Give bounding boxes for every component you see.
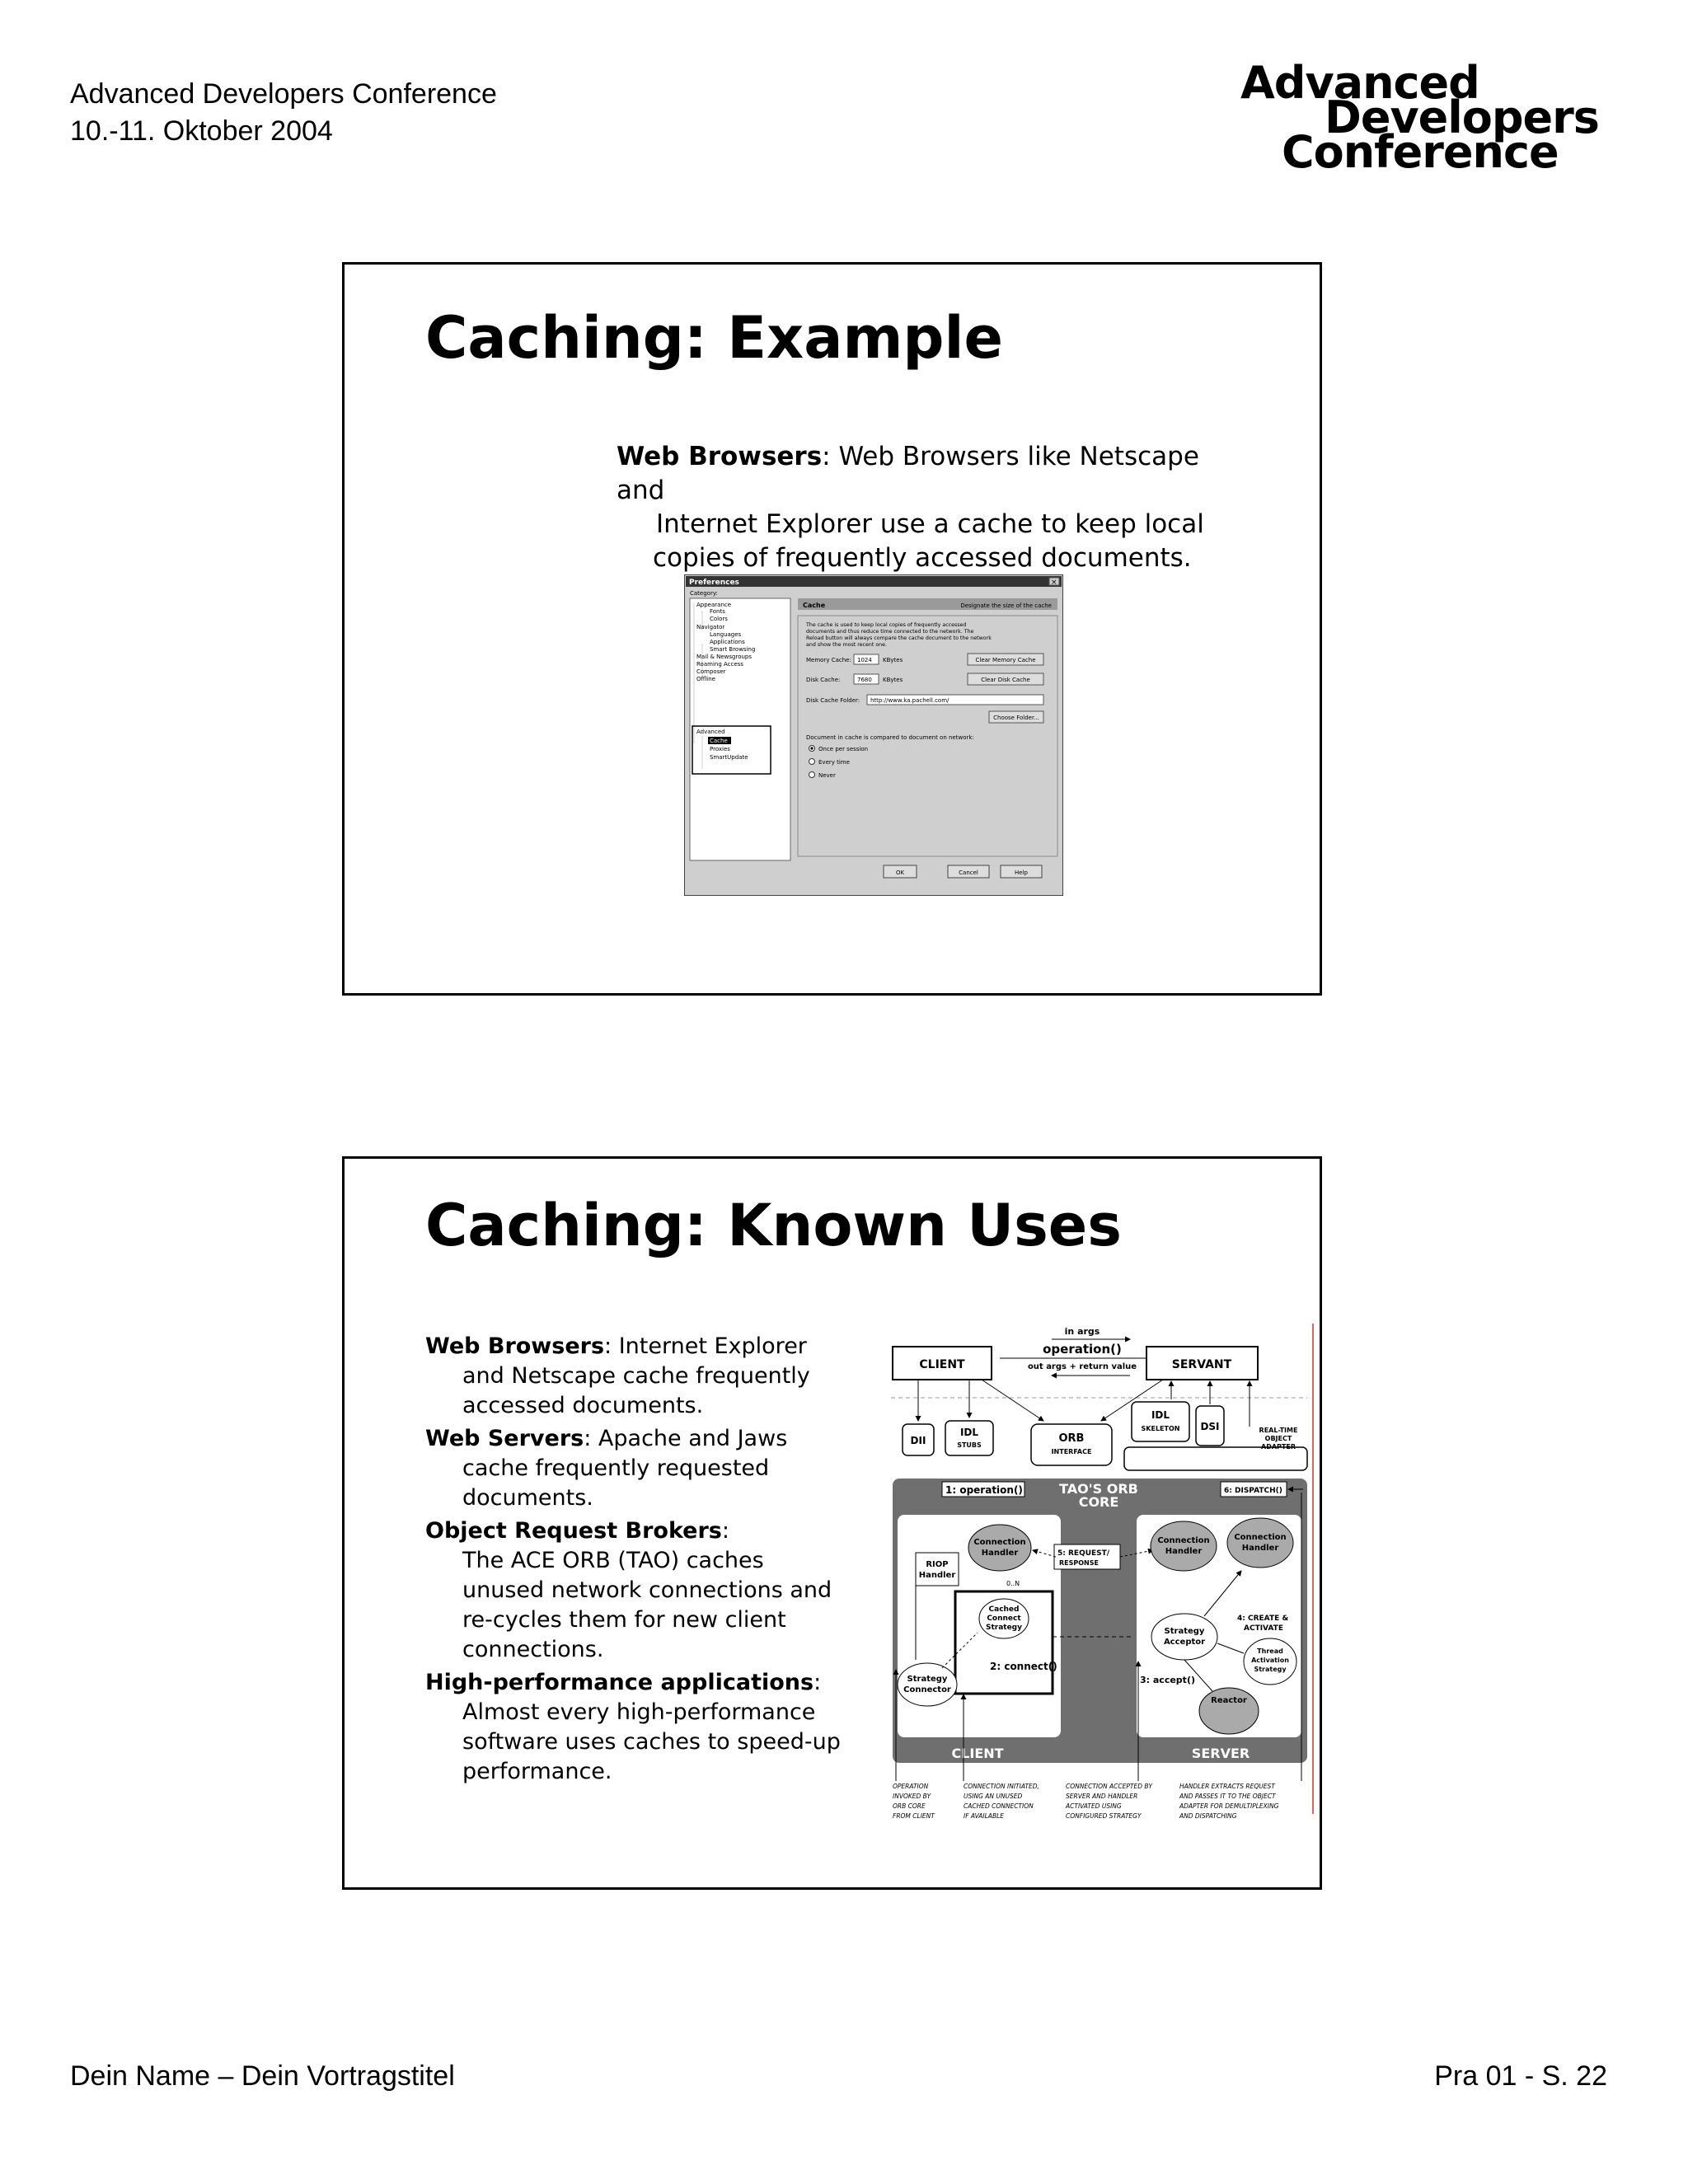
item-line: Almost every high-performance xyxy=(462,1699,816,1725)
header-date: 10.-11. Oktober 2004 xyxy=(70,115,333,147)
memory-cache-label: Memory Cache: xyxy=(806,657,851,663)
tree-fonts[interactable]: Fonts xyxy=(710,608,725,615)
idl-skeleton-label-2: SKELETON xyxy=(1141,1425,1180,1432)
rt-adapter-box xyxy=(1124,1447,1307,1470)
radio-never-label: Never xyxy=(818,772,836,779)
riop-label-1: RIOP xyxy=(926,1560,949,1569)
step5-label-2: RESPONSE xyxy=(1059,1559,1099,1567)
category-label: Category: xyxy=(690,590,718,597)
header-conference: Advanced Developers Conference xyxy=(70,78,497,110)
dsi-label: DSI xyxy=(1200,1421,1220,1432)
item-line: and Netscape cache frequently xyxy=(462,1363,810,1389)
footer-left: Dein Name – Dein Vortragstitel xyxy=(70,2060,455,2092)
preferences-dialog xyxy=(684,574,1063,896)
note3-line-4: CONFIGURED STRATEGY xyxy=(1066,1812,1142,1820)
server-connection-handler-2 xyxy=(1227,1518,1293,1568)
item-head: Web Servers xyxy=(425,1426,584,1451)
slide-caching-example xyxy=(342,262,1322,996)
tree-applications[interactable]: Applications xyxy=(710,639,745,645)
info-line-1: The cache is used to keep local copies of frequently accessed xyxy=(806,622,967,628)
step1-label: 1: operation() xyxy=(945,1484,1023,1496)
clear-memory-label: Clear Memory Cache xyxy=(975,657,1036,663)
dialog-title: Preferences xyxy=(689,579,739,587)
choose-folder-label: Choose Folder... xyxy=(993,715,1039,721)
dii-label: DII xyxy=(910,1435,926,1446)
step5-label-1: 5: REQUEST/ xyxy=(1057,1549,1110,1558)
tree-smart-browsing[interactable]: Smart Browsing xyxy=(710,646,756,653)
item-line: software uses caches to speed-up xyxy=(462,1729,841,1755)
item-head: Object Request Brokers xyxy=(425,1518,722,1544)
radio-once-label: Once per session xyxy=(818,746,869,752)
step6-label: 6: DISPATCH() xyxy=(1224,1487,1282,1495)
radio-never[interactable] xyxy=(809,772,815,778)
note1-line-2: INVOKED BY xyxy=(893,1793,931,1800)
radio-every-time[interactable] xyxy=(809,759,815,765)
intro-bold: Web Browsers xyxy=(617,442,823,471)
riop-handler-box xyxy=(916,1553,959,1586)
disk-cache-value: 7680 xyxy=(857,677,872,683)
ta-label-1: Thread xyxy=(1257,1647,1283,1655)
rt-adapter-label-1: REAL-TIME xyxy=(1259,1427,1298,1434)
server-connection-handler-1 xyxy=(1151,1521,1217,1571)
tree-cache[interactable]: Cache xyxy=(710,738,728,744)
slide-title: Caching: Example xyxy=(425,304,1003,372)
idl-stubs-label-1: IDL xyxy=(959,1427,979,1438)
sch2-label-1: Connection xyxy=(1234,1533,1287,1542)
item-line: unused network connections and xyxy=(462,1577,832,1603)
intro-line-3: copies of frequently accessed documents. xyxy=(653,543,1192,573)
note4-line-2: AND PASSES IT TO THE OBJECT xyxy=(1179,1793,1276,1800)
client-label: CLIENT xyxy=(919,1358,965,1371)
item-line: performance. xyxy=(462,1759,612,1784)
tree-smartupdate[interactable]: SmartUpdate xyxy=(710,754,748,761)
cached-label-1: Cached xyxy=(988,1605,1020,1614)
tao-orb-diagram xyxy=(891,1324,1320,1826)
footer-right: Pra 01 - S. 22 xyxy=(1434,2060,1607,2092)
idl-skeleton-box xyxy=(1132,1402,1189,1441)
idl-stubs-label-2: STUBS xyxy=(957,1441,982,1449)
tree-navigator[interactable]: Navigator xyxy=(696,624,725,630)
list-item xyxy=(425,1424,854,1513)
logo-line-3: Conference xyxy=(1282,126,1559,178)
sch1-label-1: Connection xyxy=(1157,1536,1210,1545)
ok-label: OK xyxy=(895,869,905,876)
panel-title: Cache xyxy=(803,602,826,609)
memory-unit: KBytes xyxy=(883,657,903,663)
riop-label-2: Handler xyxy=(918,1571,956,1580)
note3-line-1: CONNECTION ACCEPTED BY xyxy=(1066,1783,1152,1790)
client-bar-label: CLIENT xyxy=(951,1746,1004,1761)
cch-label-2: Handler xyxy=(981,1549,1019,1558)
sc-label-2: Connector xyxy=(903,1685,951,1694)
tree-offline[interactable]: Offline xyxy=(696,676,715,682)
tree-composer[interactable]: Composer xyxy=(696,668,726,675)
step4-label-2: ACTIVATE xyxy=(1244,1624,1283,1633)
note3-line-3: ACTIVATED USING xyxy=(1066,1802,1122,1810)
operation-label: operation() xyxy=(1043,1342,1122,1357)
orb-interface-label-1: ORB xyxy=(1058,1432,1085,1445)
slide-intro xyxy=(617,440,1243,575)
rt-adapter-label-2: OBJECT xyxy=(1264,1435,1292,1442)
multiplicity-label: 0..N xyxy=(1006,1580,1020,1587)
sa-label-2: Acceptor xyxy=(1163,1638,1206,1647)
logo-line-1: Advanced xyxy=(1240,57,1479,109)
intro-line-2: Internet Explorer use a cache to keep local xyxy=(656,509,1204,539)
item-line: The ACE ORB (TAO) caches xyxy=(462,1548,764,1573)
note2-line-1: CONNECTION INITIATED, xyxy=(964,1783,1039,1790)
step3-label: 3: accept() xyxy=(1140,1675,1195,1685)
ta-label-3: Strategy xyxy=(1254,1666,1287,1673)
slide-known-uses xyxy=(342,1156,1322,1890)
reactor-label: Reactor xyxy=(1211,1696,1247,1705)
disk-cache-label: Disk Cache: xyxy=(806,677,841,683)
logo-line-2: Developers xyxy=(1325,91,1599,143)
note1-line-1: OPERATION xyxy=(893,1783,929,1790)
item-line: accessed documents. xyxy=(462,1393,704,1418)
orb-core-label-2: CORE xyxy=(1078,1494,1119,1510)
help-label: Help xyxy=(1015,869,1028,876)
item-head: Web Browsers xyxy=(425,1333,605,1359)
sc-label-1: Strategy xyxy=(907,1675,948,1684)
note2-line-4: IF AVAILABLE xyxy=(964,1812,1005,1820)
item-tail: : xyxy=(814,1670,822,1695)
intro-line-1 xyxy=(617,440,1243,508)
server-bar-label: SERVER xyxy=(1191,1746,1250,1761)
cancel-label: Cancel xyxy=(959,869,978,876)
orb-interface-box xyxy=(1031,1424,1112,1465)
strategy-connector xyxy=(898,1663,957,1706)
cch-label-1: Connection xyxy=(973,1538,1026,1547)
memory-cache-value: 1024 xyxy=(857,657,872,663)
item-line: connections. xyxy=(462,1637,604,1662)
reactor xyxy=(1199,1688,1259,1734)
item-tail: : Apache and Jaws xyxy=(584,1426,788,1451)
info-line-3: Reload button will always compare the cache document to the network xyxy=(806,635,992,641)
sch2-label-2: Handler xyxy=(1241,1544,1279,1553)
folder-label: Disk Cache Folder: xyxy=(806,697,860,704)
info-line-2: documents and thus reduce time connected to the network. The xyxy=(806,629,974,635)
item-tail: : Internet Explorer xyxy=(604,1333,807,1359)
item-line: re-cycles them for new client xyxy=(462,1607,786,1633)
tree-roaming[interactable]: Roaming Access xyxy=(696,661,743,668)
list-item xyxy=(425,1668,854,1787)
list-item xyxy=(425,1516,854,1665)
tree-colors[interactable]: Colors xyxy=(710,616,728,622)
cached-label-3: Strategy xyxy=(985,1624,1023,1632)
close-glyph: × xyxy=(1051,579,1057,587)
tree-mail[interactable]: Mail & Newsgroups xyxy=(696,654,753,660)
panel-desc: Designate the size of the cache xyxy=(960,602,1052,609)
item-line: cache frequently requested xyxy=(462,1455,770,1481)
strategy-acceptor xyxy=(1151,1614,1217,1660)
sa-label-1: Strategy xyxy=(1164,1627,1205,1636)
note2-line-2: USING AN UNUSED xyxy=(964,1793,1023,1800)
tree-languages[interactable]: Languages xyxy=(710,631,742,638)
note1-line-3: ORB CORE xyxy=(893,1802,926,1810)
tree-appearance[interactable]: Appearance xyxy=(696,602,732,608)
item-head: High-performance applications xyxy=(425,1670,814,1695)
note4-line-1: HANDLER EXTRACTS REQUEST xyxy=(1179,1783,1275,1790)
list-item xyxy=(425,1332,854,1421)
step4-label-1: 4: CREATE & xyxy=(1237,1615,1289,1623)
sch1-label-2: Handler xyxy=(1165,1547,1203,1556)
cached-label-2: Connect xyxy=(987,1615,1021,1623)
note4-line-3: ADAPTER FOR DEMULTIPLEXING xyxy=(1179,1802,1279,1810)
conference-logo xyxy=(1240,57,1636,178)
known-uses-list xyxy=(425,1332,854,1790)
slide-title: Caching: Known Uses xyxy=(425,1192,1122,1259)
intro-text-1: : Web Browsers like Netscape and xyxy=(617,442,1199,505)
item-tail: : xyxy=(721,1518,729,1544)
orb-core-label-1: TAO'S ORB xyxy=(1059,1481,1138,1497)
compare-label: Document in cache is compared to document on network: xyxy=(806,734,974,741)
in-args-label: in args xyxy=(1064,1326,1100,1337)
idl-skeleton-label-1: IDL xyxy=(1151,1409,1170,1421)
orb-interface-label-2: INTERFACE xyxy=(1051,1448,1092,1455)
ta-label-2: Activation xyxy=(1251,1657,1289,1664)
item-line: documents. xyxy=(462,1485,593,1511)
clear-disk-label: Clear Disk Cache xyxy=(981,677,1030,683)
disk-unit: KBytes xyxy=(883,677,903,683)
bottom-notes xyxy=(893,1783,1279,1820)
out-args-label: out args + return value xyxy=(1027,1362,1137,1371)
radio-every-label: Every time xyxy=(818,759,850,766)
step2-label: 2: connect() xyxy=(990,1661,1057,1672)
folder-value: http://www.ka.pachell.com/ xyxy=(870,697,950,704)
note2-line-3: CACHED CONNECTION xyxy=(964,1802,1034,1810)
note4-line-4: AND DISPATCHING xyxy=(1179,1812,1237,1820)
client-connection-handler xyxy=(968,1525,1031,1571)
servant-label: SERVANT xyxy=(1171,1358,1232,1371)
tree-proxies[interactable]: Proxies xyxy=(710,746,730,752)
note1-line-4: FROM CLIENT xyxy=(893,1812,935,1820)
info-line-4: and show the most recent one. xyxy=(806,642,888,648)
tree-advanced[interactable]: Advanced xyxy=(696,729,725,735)
rt-adapter-label-3: ADAPTER xyxy=(1261,1443,1296,1451)
note3-line-2: SERVER AND HANDLER xyxy=(1066,1793,1138,1800)
